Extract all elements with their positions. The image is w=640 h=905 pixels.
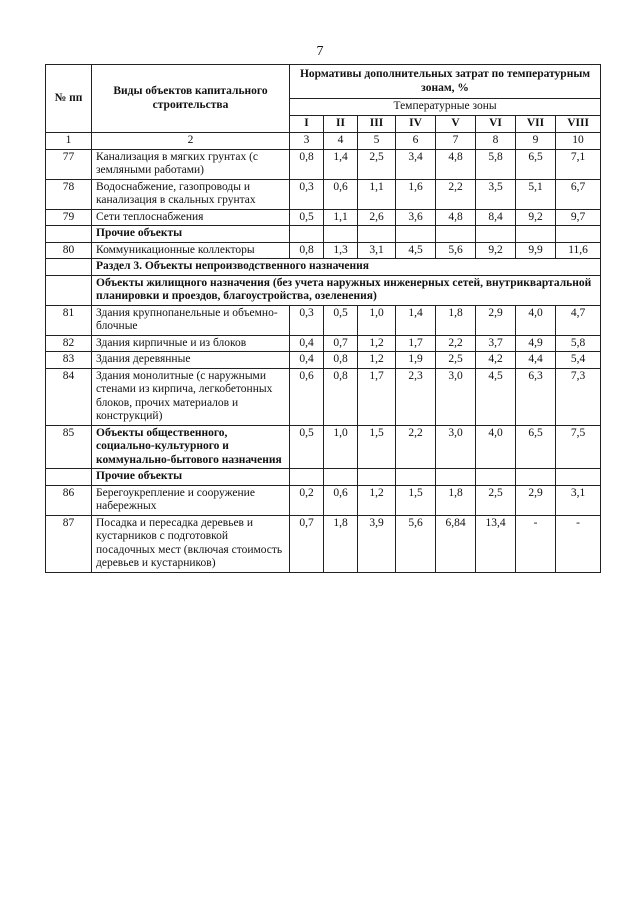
object-name: Здания деревянные bbox=[92, 352, 290, 369]
empty-cell bbox=[436, 226, 476, 243]
subheading-label: Прочие объекты bbox=[92, 226, 290, 243]
zone-value: 6,7 bbox=[556, 179, 601, 209]
zone-value: 6,3 bbox=[516, 368, 556, 425]
category-row bbox=[46, 275, 601, 305]
zone-value: 5,8 bbox=[556, 335, 601, 352]
zone-value: 3,9 bbox=[358, 515, 396, 572]
empty-cell bbox=[358, 469, 396, 486]
row-number: 84 bbox=[46, 368, 92, 425]
zone-value: 4,2 bbox=[476, 352, 516, 369]
zone-value: 1,5 bbox=[358, 425, 396, 469]
zone-header: V bbox=[436, 116, 476, 133]
page-number: 7 bbox=[316, 44, 324, 59]
column-number: 9 bbox=[516, 133, 556, 150]
zone-value: 1,2 bbox=[358, 352, 396, 369]
zone-value: 4,0 bbox=[476, 425, 516, 469]
zone-value: 8,4 bbox=[476, 209, 516, 226]
empty-cell bbox=[46, 226, 92, 243]
empty-cell bbox=[46, 259, 92, 276]
column-number: 8 bbox=[476, 133, 516, 150]
section-title: Раздел 3. Объекты непроизводственного назначения bbox=[92, 259, 601, 276]
section-row bbox=[46, 259, 601, 276]
column-number-row bbox=[46, 133, 601, 150]
zone-value: 1,4 bbox=[396, 305, 436, 335]
header-temperature-zones: Температурные зоны bbox=[290, 99, 601, 116]
zone-value: 0,3 bbox=[290, 179, 324, 209]
zone-value: 1,6 bbox=[396, 179, 436, 209]
zone-value: 6,5 bbox=[516, 425, 556, 469]
empty-cell bbox=[46, 469, 92, 486]
zone-value: 1,0 bbox=[358, 305, 396, 335]
column-number: 5 bbox=[358, 133, 396, 150]
zone-value: 2,2 bbox=[436, 335, 476, 352]
header-object-type: Виды объектов капитального строительства bbox=[92, 65, 290, 133]
empty-cell bbox=[556, 469, 601, 486]
row-number: 77 bbox=[46, 149, 92, 179]
subheading-label: Прочие объекты bbox=[92, 469, 290, 486]
zone-value: 4,0 bbox=[516, 305, 556, 335]
zone-value: 2,2 bbox=[436, 179, 476, 209]
empty-cell bbox=[436, 469, 476, 486]
empty-cell bbox=[476, 469, 516, 486]
zone-value: 2,6 bbox=[358, 209, 396, 226]
object-name: Водоснабжение, газопроводы и канализация в скальных грунтах bbox=[92, 179, 290, 209]
zone-value: 1,5 bbox=[396, 485, 436, 515]
object-name: Коммуникационные коллекторы bbox=[92, 242, 290, 259]
object-name: Здания кирпичные и из блоков bbox=[92, 335, 290, 352]
table-row bbox=[46, 515, 601, 572]
zone-value: 0,6 bbox=[290, 368, 324, 425]
table-row bbox=[46, 179, 601, 209]
zone-value: 0,8 bbox=[290, 242, 324, 259]
zone-value: 1,3 bbox=[324, 242, 358, 259]
zone-value: 2,3 bbox=[396, 368, 436, 425]
empty-cell bbox=[290, 226, 324, 243]
row-number: 86 bbox=[46, 485, 92, 515]
row-number: 78 bbox=[46, 179, 92, 209]
zone-value: 9,2 bbox=[476, 242, 516, 259]
zone-value: 0,5 bbox=[290, 425, 324, 469]
object-name: Объекты общественного, социально-культурного и коммунально-бытового назначения bbox=[92, 425, 290, 469]
object-name: Сети теплоснабжения bbox=[92, 209, 290, 226]
table-row bbox=[46, 149, 601, 179]
column-number: 7 bbox=[436, 133, 476, 150]
zone-value: 4,5 bbox=[396, 242, 436, 259]
empty-cell bbox=[358, 226, 396, 243]
zone-value: 2,2 bbox=[396, 425, 436, 469]
zone-header: VIII bbox=[556, 116, 601, 133]
zone-value: 0,4 bbox=[290, 352, 324, 369]
zone-value: 3,4 bbox=[396, 149, 436, 179]
zone-value: 7,5 bbox=[556, 425, 601, 469]
zone-value: 1,8 bbox=[436, 485, 476, 515]
zone-header: VI bbox=[476, 116, 516, 133]
zone-value: 3,6 bbox=[396, 209, 436, 226]
table-body bbox=[46, 133, 601, 573]
zone-value: 0,7 bbox=[324, 335, 358, 352]
zone-value: 0,8 bbox=[324, 352, 358, 369]
object-name: Посадка и пересадка деревьев и кустарников с подготовкой посадочных мест (включая стоимость деревьев и кустарников) bbox=[92, 515, 290, 572]
zone-value: - bbox=[556, 515, 601, 572]
zone-value: 5,1 bbox=[516, 179, 556, 209]
zone-value: 1,4 bbox=[324, 149, 358, 179]
empty-cell bbox=[324, 469, 358, 486]
column-number: 4 bbox=[324, 133, 358, 150]
category-title: Объекты жилищного назначения (без учета наружных инженерных сетей, внутриквартальной планировки и проездов, благоустройства, озеленения) bbox=[92, 275, 601, 305]
column-number: 1 bbox=[46, 133, 92, 150]
zone-value: 7,1 bbox=[556, 149, 601, 179]
zone-value: 4,7 bbox=[556, 305, 601, 335]
table-row bbox=[46, 425, 601, 469]
table-row bbox=[46, 305, 601, 335]
zone-value: 0,5 bbox=[290, 209, 324, 226]
zone-header: I bbox=[290, 116, 324, 133]
zone-value: 1,8 bbox=[324, 515, 358, 572]
column-number: 3 bbox=[290, 133, 324, 150]
zone-header: II bbox=[324, 116, 358, 133]
zone-value: 2,5 bbox=[476, 485, 516, 515]
zone-value: 3,0 bbox=[436, 425, 476, 469]
zone-value: 0,6 bbox=[324, 179, 358, 209]
zone-value: 1,0 bbox=[324, 425, 358, 469]
zone-value: 0,8 bbox=[290, 149, 324, 179]
zone-value: 11,6 bbox=[556, 242, 601, 259]
object-name: Берегоукрепление и сооружение набережных bbox=[92, 485, 290, 515]
zone-value: 1,1 bbox=[324, 209, 358, 226]
row-number: 82 bbox=[46, 335, 92, 352]
column-number: 2 bbox=[92, 133, 290, 150]
zone-value: 1,8 bbox=[436, 305, 476, 335]
subheading-row bbox=[46, 226, 601, 243]
column-number: 6 bbox=[396, 133, 436, 150]
zone-value: 13,4 bbox=[476, 515, 516, 572]
column-number: 10 bbox=[556, 133, 601, 150]
zone-value: 4,8 bbox=[436, 209, 476, 226]
empty-cell bbox=[324, 226, 358, 243]
zone-value: 3,0 bbox=[436, 368, 476, 425]
zone-value: 1,2 bbox=[358, 485, 396, 515]
empty-cell bbox=[396, 226, 436, 243]
zone-value: 3,7 bbox=[476, 335, 516, 352]
zone-value: 3,5 bbox=[476, 179, 516, 209]
zone-value: 6,5 bbox=[516, 149, 556, 179]
zone-value: - bbox=[516, 515, 556, 572]
zone-value: 0,2 bbox=[290, 485, 324, 515]
zone-value: 4,8 bbox=[436, 149, 476, 179]
table-row bbox=[46, 335, 601, 352]
table-row bbox=[46, 242, 601, 259]
empty-cell bbox=[556, 226, 601, 243]
empty-cell bbox=[290, 469, 324, 486]
row-number: 85 bbox=[46, 425, 92, 469]
empty-cell bbox=[516, 226, 556, 243]
zone-value: 0,3 bbox=[290, 305, 324, 335]
zone-value: 2,9 bbox=[476, 305, 516, 335]
subheading-row bbox=[46, 469, 601, 486]
header-norms: Нормативы дополнительных затрат по температурным зонам, % bbox=[290, 65, 601, 99]
empty-cell bbox=[476, 226, 516, 243]
zone-value: 1,1 bbox=[358, 179, 396, 209]
row-number: 80 bbox=[46, 242, 92, 259]
zone-value: 5,8 bbox=[476, 149, 516, 179]
zone-value: 0,7 bbox=[290, 515, 324, 572]
object-name: Канализация в мягких грунтах (с земляными работами) bbox=[92, 149, 290, 179]
zone-value: 0,5 bbox=[324, 305, 358, 335]
zone-value: 2,5 bbox=[436, 352, 476, 369]
table-row bbox=[46, 352, 601, 369]
empty-cell bbox=[46, 275, 92, 305]
zone-value: 5,4 bbox=[556, 352, 601, 369]
zone-value: 9,9 bbox=[516, 242, 556, 259]
zone-value: 3,1 bbox=[358, 242, 396, 259]
table-row bbox=[46, 485, 601, 515]
zone-value: 4,5 bbox=[476, 368, 516, 425]
zone-value: 9,7 bbox=[556, 209, 601, 226]
row-number: 87 bbox=[46, 515, 92, 572]
zone-value: 1,7 bbox=[358, 368, 396, 425]
zone-value: 1,9 bbox=[396, 352, 436, 369]
header-num: № пп bbox=[46, 65, 92, 133]
zone-value: 3,1 bbox=[556, 485, 601, 515]
zone-header: IV bbox=[396, 116, 436, 133]
zone-value: 2,5 bbox=[358, 149, 396, 179]
zone-value: 4,4 bbox=[516, 352, 556, 369]
zone-value: 6,84 bbox=[436, 515, 476, 572]
row-number: 81 bbox=[46, 305, 92, 335]
zone-value: 0,6 bbox=[324, 485, 358, 515]
zone-value: 4,9 bbox=[516, 335, 556, 352]
zone-value: 0,4 bbox=[290, 335, 324, 352]
object-name: Здания крупнопанельные и объемно-блочные bbox=[92, 305, 290, 335]
zone-value: 5,6 bbox=[396, 515, 436, 572]
norms-table bbox=[45, 64, 601, 573]
zone-value: 0,8 bbox=[324, 368, 358, 425]
row-number: 79 bbox=[46, 209, 92, 226]
zone-value: 2,9 bbox=[516, 485, 556, 515]
zone-value: 1,2 bbox=[358, 335, 396, 352]
row-number: 83 bbox=[46, 352, 92, 369]
zone-value: 5,6 bbox=[436, 242, 476, 259]
zone-value: 1,7 bbox=[396, 335, 436, 352]
empty-cell bbox=[516, 469, 556, 486]
table-row bbox=[46, 368, 601, 425]
table-row bbox=[46, 209, 601, 226]
empty-cell bbox=[396, 469, 436, 486]
zone-header: III bbox=[358, 116, 396, 133]
zone-value: 7,3 bbox=[556, 368, 601, 425]
object-name: Здания монолитные (с наружными стенами из кирпича, легкобетонных блоков, прочих материалов и конструкций) bbox=[92, 368, 290, 425]
zone-value: 9,2 bbox=[516, 209, 556, 226]
zone-header: VII bbox=[516, 116, 556, 133]
